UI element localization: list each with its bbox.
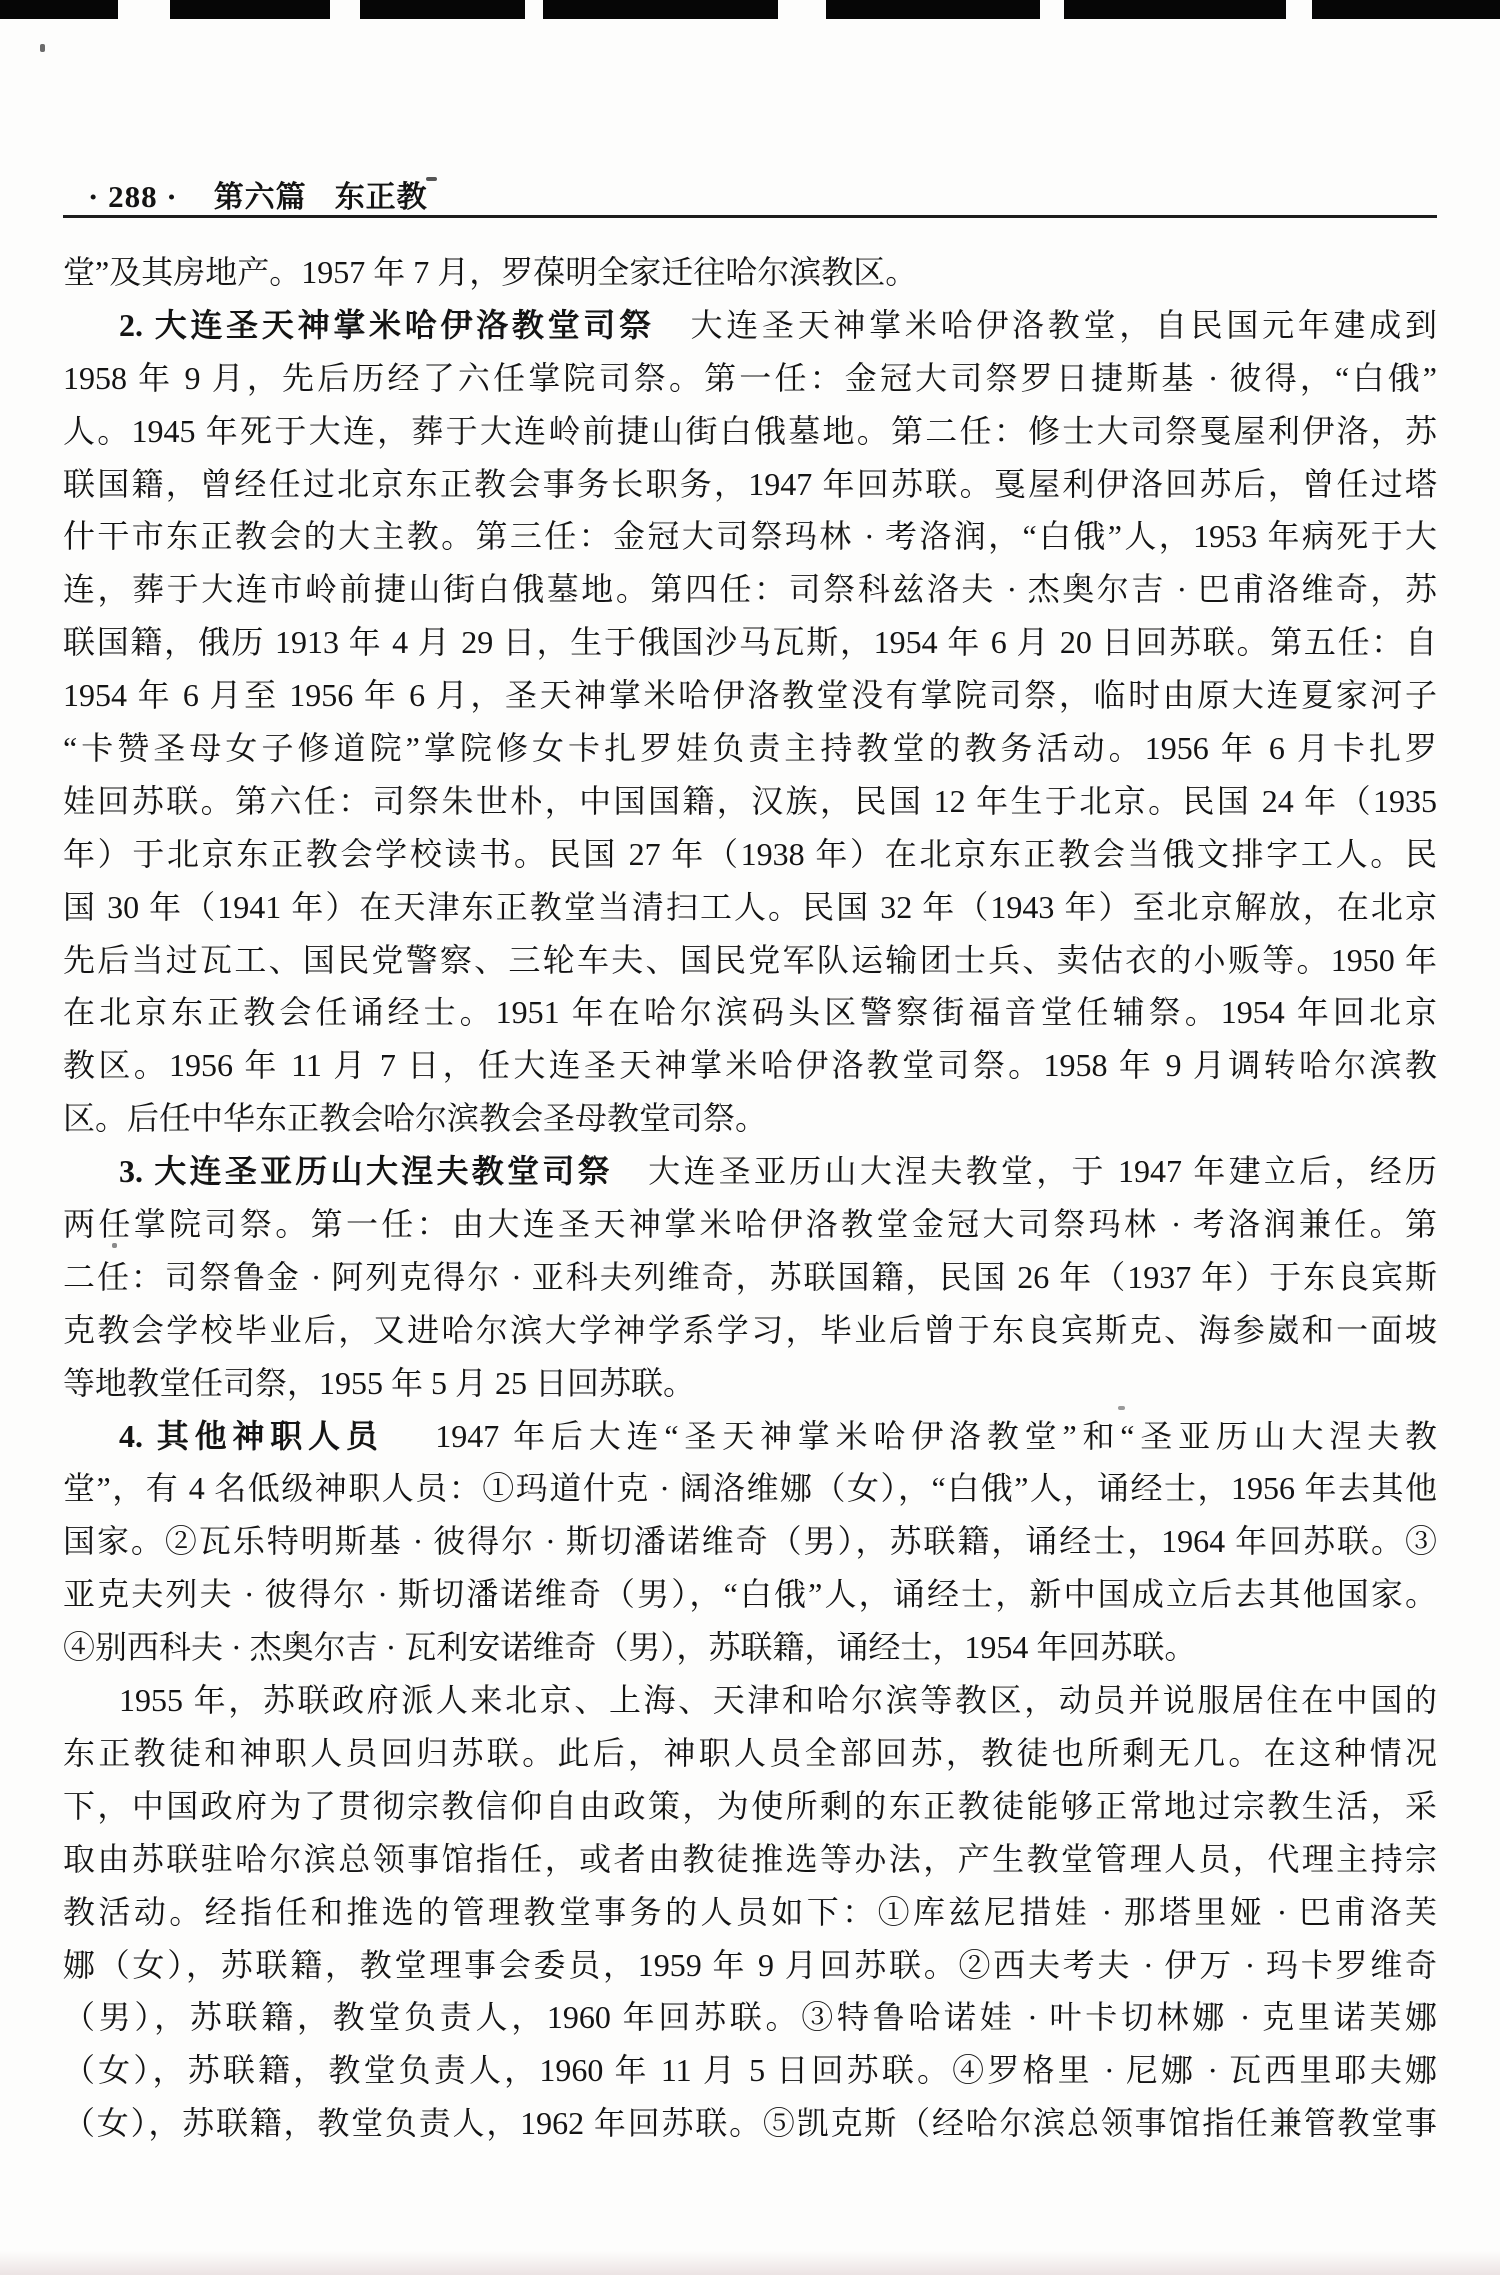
text-segment: 堂”，有 4 名低级神职人员：①玛道什克 · 阔洛维娜（女），“白俄”人，诵经士，1956 年去其他: [63, 1470, 1437, 1507]
text-line: [63, 299, 1437, 352]
text-segment: 1947 年后大连“圣天神掌米哈伊洛教堂”和“圣亚历山大涅夫教: [383, 1417, 1437, 1454]
scan-artifact-notch: [778, 0, 826, 19]
text-segment: 亚克夫列夫 · 彼得尔 · 斯切潘诺维奇（男），“白俄”人，诵经士，新中国成立后去其他国家。: [63, 1576, 1437, 1613]
text-line: [63, 405, 1437, 458]
text-segment: 大连圣亚历山大涅夫教堂，于 1947 年建立后，经历: [612, 1153, 1437, 1190]
scan-artifact-notch: [118, 0, 170, 19]
text-segment: 年）于北京东正教会学校读书。民国 27 年（1938 年）在北京东正教会当俄文排字工人。民: [63, 835, 1437, 872]
text-line: [63, 1886, 1437, 1939]
text-line: [63, 1357, 1437, 1410]
heading-segment: 2. 大连圣天神掌米哈伊洛教堂司祭: [119, 306, 655, 343]
scan-bottom-shadow: [0, 2251, 1500, 2275]
text-line: [63, 2097, 1437, 2150]
text-segment: （女），苏联籍，教堂负责人，1962 年回苏联。⑤凯克斯（经哈尔滨总领事馆指任兼管教堂事: [63, 2105, 1437, 2142]
text-segment: ④别西科夫 · 杰奥尔吉 · 瓦利安诺维奇（男），苏联籍，诵经士，1954 年回苏联。: [63, 1629, 1197, 1666]
page-header: [88, 172, 428, 216]
text-line: [63, 1304, 1437, 1357]
text-segment: 东正教徒和神职人员回归苏联。此后，神职人员全部回苏，教徒也所剩无几。在这种情况: [63, 1734, 1437, 1771]
text-line: [63, 1039, 1437, 1092]
page-number: · 288 ·: [88, 179, 178, 214]
text-segment: 国家。②瓦乐特明斯基 · 彼得尔 · 斯切潘诺维奇（男），苏联籍，诵经士，1964 年回苏联。③: [63, 1523, 1437, 1560]
text-line: [63, 775, 1437, 828]
text-line: [63, 563, 1437, 616]
scan-speck: [40, 44, 45, 52]
text-line: [63, 1251, 1437, 1304]
section-label: 第六篇: [213, 181, 307, 214]
text-segment: 什干市东正教会的大主教。第三任：金冠大司祭玛林 · 考洛润，“白俄”人，1953 年病死于大: [63, 518, 1437, 555]
scan-edge-artifact: [0, 0, 1500, 19]
text-line: [63, 1727, 1437, 1780]
scan-artifact-notch: [1286, 0, 1312, 19]
text-segment: 1954 年 6 月至 1956 年 6 月，圣天神掌米哈伊洛教堂没有掌院司祭，临时由原大连夏家河子: [63, 677, 1437, 714]
text-line: [63, 1621, 1437, 1674]
text-segment: 在北京东正教会任诵经士。1951 年在哈尔滨码头区警察街福音堂任辅祭。1954 年回北京: [63, 994, 1437, 1031]
book-title: 东正教: [334, 181, 428, 214]
text-segment: 先后当过瓦工、国民党警察、三轮车夫、国民党军队运输团士兵、卖估衣的小贩等。1950 年: [63, 941, 1437, 978]
text-segment: （男），苏联籍，教堂负责人，1960 年回苏联。③特鲁哈诺娃 · 叶卡切林娜 · 克里诺芙娜: [63, 1999, 1437, 2036]
text-segment: （女），苏联籍，教堂负责人，1960 年 11 月 5 日回苏联。④罗格里 · 尼娜 · 瓦西里耶夫娜: [63, 2052, 1437, 2089]
header-divider: [63, 215, 1437, 218]
text-line: [63, 1092, 1437, 1145]
text-line: [63, 1833, 1437, 1886]
text-line: [63, 510, 1437, 563]
text-line: [63, 722, 1437, 775]
text-segment: 教区。1956 年 11 月 7 日，任大连圣天神掌米哈伊洛教堂司祭。1958 年 9 月调转哈尔滨教: [63, 1047, 1437, 1084]
text-line: [63, 1515, 1437, 1568]
text-line: [63, 458, 1437, 511]
text-line: [63, 1462, 1437, 1515]
document-body: [63, 246, 1437, 2150]
text-segment: 1955 年，苏联政府派人来北京、上海、天津和哈尔滨等教区，动员并说服居住在中国的: [119, 1682, 1437, 1719]
text-segment: 克教会学校毕业后，又进哈尔滨大学神学系学习，毕业后曾于东良宾斯克、海参崴和一面坡: [63, 1311, 1437, 1348]
text-segment: “卡赞圣母女子修道院”掌院修女卡扎罗娃负责主持教堂的教务活动。1956 年 6 月卡扎罗: [63, 730, 1437, 767]
text-segment: 堂”及其房地产。1957 年 7 月，罗葆明全家迁往哈尔滨教区。: [63, 254, 918, 290]
text-line: [63, 669, 1437, 722]
text-segment: 国 30 年（1941 年）在天津东正教堂当清扫工人。民国 32 年（1943 年）至北京解放，在北京: [63, 888, 1437, 925]
scan-artifact-notch: [330, 0, 360, 19]
text-line: [63, 881, 1437, 934]
text-line: [63, 1198, 1437, 1251]
text-line: [63, 352, 1437, 405]
text-segment: 区。后任中华东正教会哈尔滨教会圣母教堂司祭。: [63, 1100, 768, 1137]
text-line: [63, 1410, 1437, 1463]
text-line: [63, 1674, 1437, 1727]
text-segment: 下，中国政府为了贯彻宗教信仰自由政策，为使所剩的东正教徒能够正常地过宗教生活，采: [63, 1787, 1437, 1824]
text-line: [63, 1780, 1437, 1833]
text-line: [63, 934, 1437, 987]
scan-artifact-notch: [525, 0, 543, 19]
text-segment: 大连圣天神掌米哈伊洛教堂，自民国元年建成到: [654, 306, 1437, 343]
text-line: [63, 1991, 1437, 2044]
text-line: [63, 246, 1437, 299]
text-segment: 联国籍，曾经任过北京东正教会事务长职务，1947 年回苏联。戛屋利伊洛回苏后，曾任过塔: [63, 465, 1437, 502]
text-line: [63, 1939, 1437, 1992]
heading-segment: 4. 其他神职人员: [119, 1417, 384, 1454]
text-segment: 两任掌院司祭。第一任：由大连圣天神掌米哈伊洛教堂金冠大司祭玛林 · 考洛润兼任。第: [63, 1206, 1437, 1243]
text-segment: 联国籍，俄历 1913 年 4 月 29 日，生于俄国沙马瓦斯，1954 年 6 月 20 日回苏联。第五任：自: [63, 624, 1437, 661]
text-line: [63, 986, 1437, 1039]
text-segment: 二任：司祭鲁金 · 阿列克得尔 · 亚科夫列维奇，苏联国籍，民国 26 年（1937 年）于东良宾斯: [63, 1258, 1437, 1295]
text-segment: 教活动。经指任和推选的管理教堂事务的人员如下：①库兹尼措娃 · 那塔里娅 · 巴甫洛芙: [63, 1893, 1437, 1930]
text-line: [63, 828, 1437, 881]
text-line: [63, 2044, 1437, 2097]
text-segment: 等地教堂任司祭，1955 年 5 月 25 日回苏联。: [63, 1364, 696, 1401]
text-segment: 取由苏联驻哈尔滨总领事馆指任，或者由教徒推选等办法，产生教堂管理人员，代理主持宗: [63, 1840, 1437, 1877]
heading-segment: 3. 大连圣亚历山大涅夫教堂司祭: [119, 1153, 613, 1190]
text-segment: 娜（女），苏联籍，教堂理事会委员，1959 年 9 月回苏联。②西夫考夫 · 伊万 · 玛卡罗维奇: [63, 1946, 1437, 1983]
text-segment: 娃回苏联。第六任：司祭朱世朴，中国国籍，汉族，民国 12 年生于北京。民国 24 年（1935: [63, 782, 1437, 819]
text-line: [63, 616, 1437, 669]
text-segment: 人。1945 年死于大连，葬于大连岭前捷山街白俄墓地。第二任：修士大司祭戛屋利伊洛，苏: [63, 412, 1437, 449]
scan-artifact-notch: [1040, 0, 1064, 19]
text-line: [63, 1145, 1437, 1198]
text-line: [63, 1568, 1437, 1621]
text-segment: 1958 年 9 月，先后历经了六任掌院司祭。第一任：金冠大司祭罗日捷斯基 · 彼得，“白俄”: [63, 359, 1437, 396]
text-segment: 连，葬于大连市岭前捷山街白俄墓地。第四任：司祭科兹洛夫 · 杰奥尔吉 · 巴甫洛维奇，苏: [63, 571, 1437, 608]
